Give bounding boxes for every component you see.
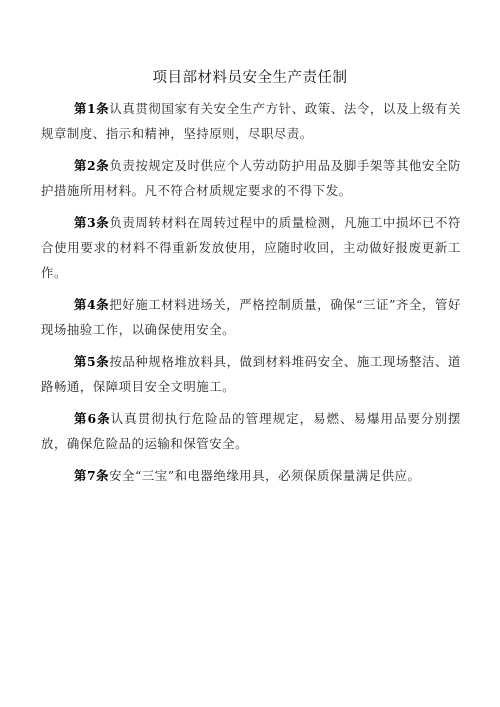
article-text: 认真贯彻执行危险品的管理规定，易燃、易爆用品要分别摆放，确保危险品的运输和保管安全。 (41, 411, 461, 451)
article-number: 第6条 (74, 411, 111, 426)
article-number: 第1条 (74, 101, 110, 116)
article-number: 第4条 (74, 297, 110, 312)
article-text: 负责周转材料在周转过程中的质量检测，凡施工中损坏已不符合使用要求的材料不得重新发放使用，应随时收回，主动做好报废更新工作。 (41, 215, 461, 280)
article-4 (41, 292, 461, 342)
article-6 (41, 406, 461, 456)
article-7 (41, 463, 461, 488)
article-number: 第5条 (74, 354, 110, 369)
article-3 (41, 210, 461, 285)
article-number: 第2条 (74, 158, 110, 173)
article-text: 按品种规格堆放料具，做到材料堆码安全、施工现场整洁、道路畅通，保障项目安全文明施工。 (41, 354, 461, 394)
article-text: 认真贯彻国家有关安全生产方针、政策、法令，以及上级有关规章制度、指示和精神，坚持原则，尽职尽责。 (41, 101, 461, 141)
article-number: 第3条 (74, 215, 110, 230)
article-text: 安全“三宝”和电器绝缘用具，必须保质保量满足供应。 (109, 468, 421, 483)
article-list (41, 96, 461, 495)
article-text: 把好施工材料进场关，严格控制质量，确保“三证”齐全，管好现场抽验工作，以确保使用安全。 (41, 297, 461, 337)
document-title: 项目部材料员安全生产责任制 (152, 70, 348, 86)
article-number: 第7条 (74, 468, 110, 483)
article-text: 负责按规定及时供应个人劳动防护用品及脚手架等其他安全防护措施所用材料。凡不符合材质规定要求的不得下发。 (41, 158, 461, 198)
article-5 (41, 349, 461, 399)
article-1 (41, 96, 461, 146)
article-2 (41, 153, 461, 203)
